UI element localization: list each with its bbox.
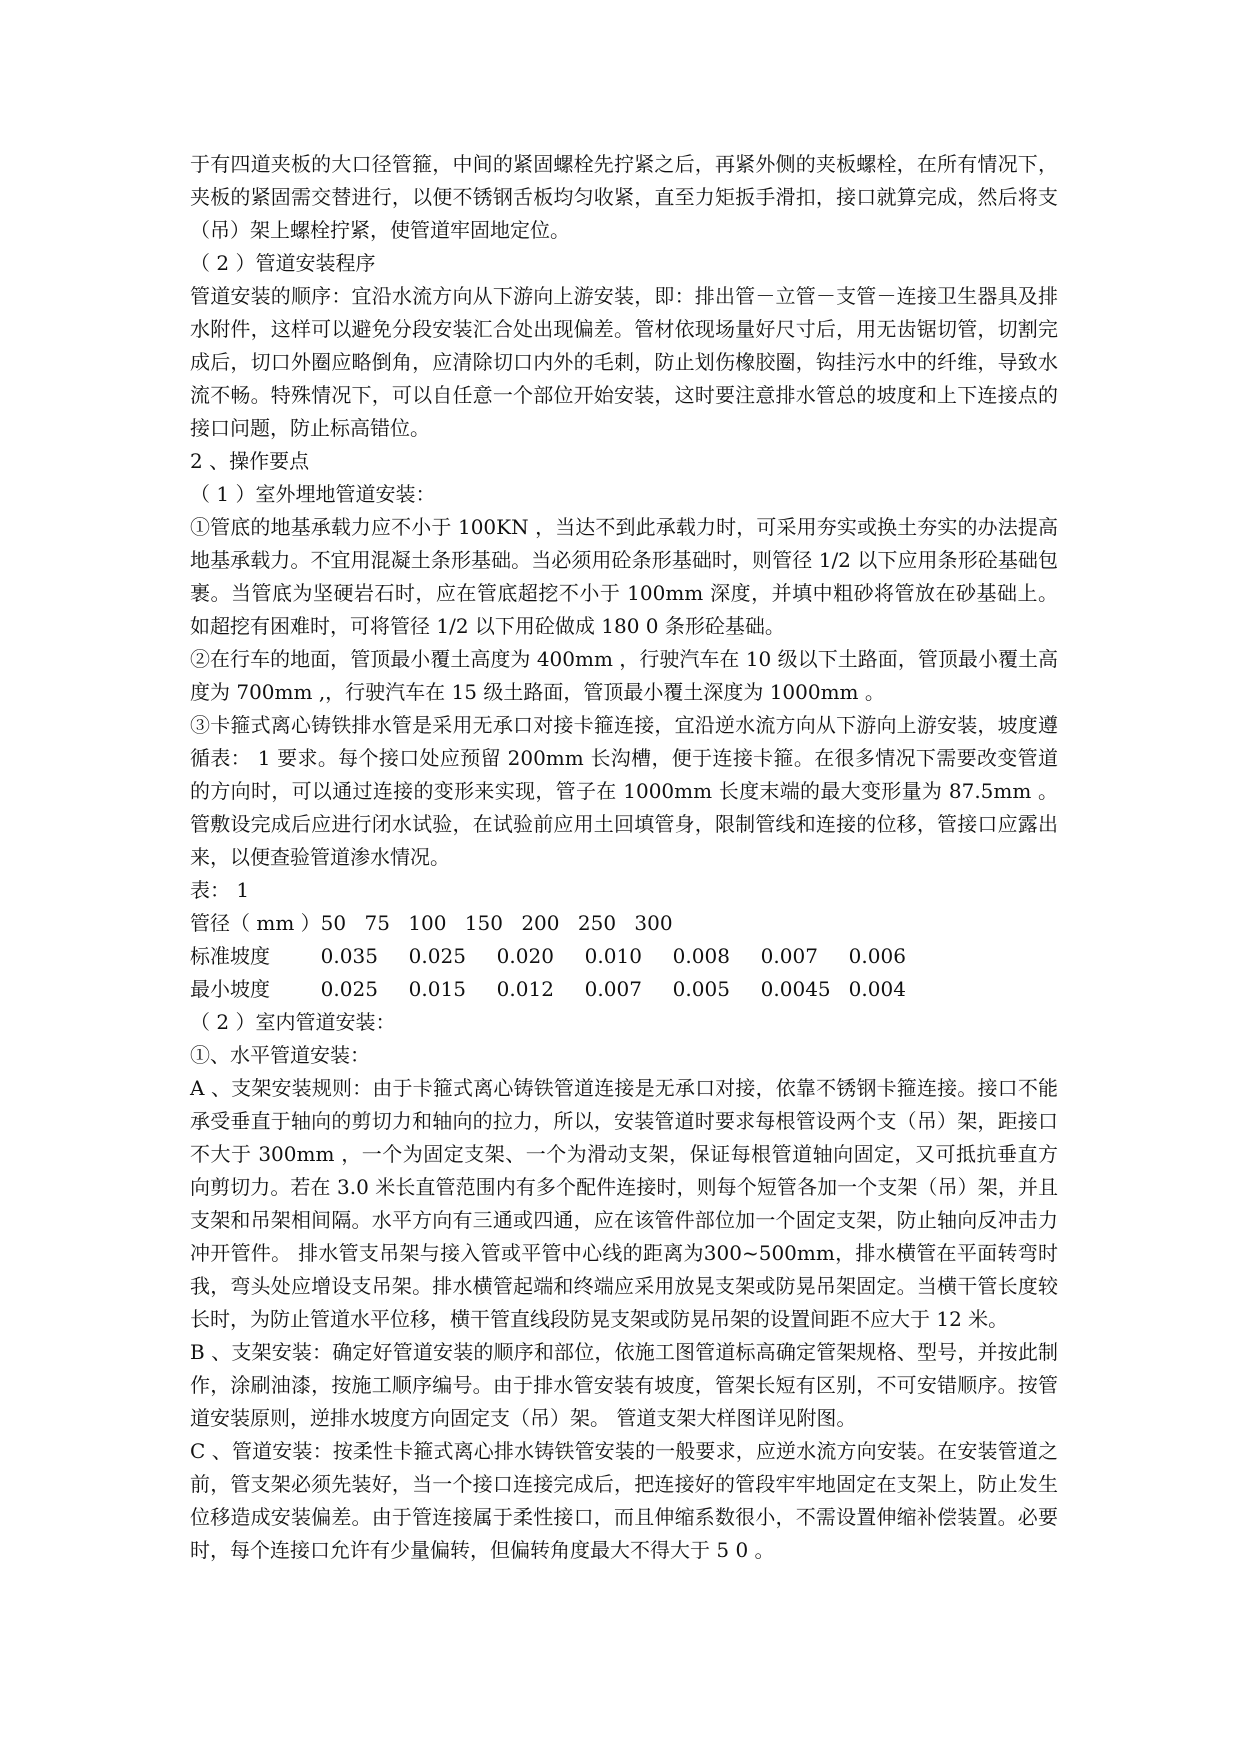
section-heading: （ 2 ）管道安装程序 — [190, 251, 376, 275]
table-cell: 0.020 — [496, 944, 554, 968]
paragraph: B 、支架安装：确定好管道安装的顺序和部位，依施工图管道标高确定管架规格、型号，并按此制作，涂刷油漆，按施工顺序编号。由于排水管安装有坡度，管架长短有区别，不可安错顺序。按管道安装原则，逆排水坡度方向固定支（吊）架。 管道支架大样图详见附图。 — [190, 1340, 1058, 1430]
table-cell: 0.006 — [848, 944, 906, 968]
table-cell: 0.025 — [408, 944, 466, 968]
table-header-values: 50 75 100 150 200 250 300 — [320, 911, 673, 935]
table-cell: 0.035 — [320, 944, 378, 968]
table-cell: 0.004 — [848, 977, 906, 1001]
paragraph: ②在行车的地面，管顶最小覆土高度为 400mm ，行驶汽车在 10 级以下土路面，管顶最小覆土高度为 700mm ,，行驶汽车在 15 级土路面，管顶最小覆土深度为 1000mm 。 — [190, 647, 1058, 704]
table-header-row — [190, 907, 937, 940]
paragraph: ①管底的地基承载力应不小于 100KN ，当达不到此承载力时，可采用夯实或换土夯实的办法提高地基承载力。不宜用混凝土条形基础。当必须用砼条形基础时，则管径 1/2 以下应用条形砼基础包裹。当管底为坚硬岩石时，应在管底超挖不小于 100mm 深度，并填中粗砂将管放在砂基础上。如超挖有困难时，可将管径 1/2 以下用砼做成 180 0 条形砼基础。 — [190, 515, 1058, 638]
table-row-label: 最小坡度 — [190, 977, 270, 1001]
table-cell: 0.015 — [408, 977, 466, 1001]
paragraph: C 、管道安装：按柔性卡箍式离心排水铸铁管安装的一般要求，应逆水流方向安装。在安装管道之前，管支架必须先装好，当一个接口连接完成后，把连接好的管段牢牢地固定在支架上，防止发生位移造成安装偏差。由于管连接属于柔性接口，而且伸缩系数很小，不需设置伸缩补偿装置。必要时，每个连接口允许有少量偏转，但偏转角度最大不得大于 5 0 。 — [190, 1439, 1058, 1562]
table-header-label: 管径（ mm ） — [190, 911, 321, 935]
table-cell: 0.005 — [672, 977, 730, 1001]
section-heading: （ 1 ）室外埋地管道安装： — [190, 482, 436, 506]
slope-table — [190, 907, 937, 1006]
table-cell: 0.007 — [584, 977, 642, 1001]
paragraph: 于有四道夹板的大口径管箍，中间的紧固螺栓先拧紧之后，再紧外侧的夹板螺栓，在所有情况下，夹板的紧固需交替进行，以便不锈钢舌板均匀收紧，直至力矩扳手滑扣，接口就算完成，然后将支（吊）架上螺栓拧紧，使管道牢固地定位。 — [190, 152, 1058, 242]
table-cell: 0.0045 — [760, 977, 831, 1001]
table-row — [190, 940, 937, 973]
paragraph: ③卡箍式离心铸铁排水管是采用无承口对接卡箍连接，宜沿逆水流方向从下游向上游安装，坡度遵循表： 1 要求。每个接口处应预留 200mm 长沟槽，便于连接卡箍。在很多情况下需要改变管道的方向时，可以通过连接的变形来实现，管子在 1000mm 长度末端的最大变形量为 87.5mm 。管敷设完成后应进行闭水试验，在试验前应用土回填管身，限制管线和连接的位移，管接口应露出来，以便查验管道渗水情况。 — [190, 713, 1058, 869]
table-caption: 表： 1 — [190, 878, 250, 902]
table-row — [190, 973, 937, 1006]
document-body — [190, 148, 1058, 1567]
paragraph: A 、支架安装规则：由于卡箍式离心铸铁管道连接是无承口对接，依靠不锈钢卡箍连接。接口不能承受垂直于轴向的剪切力和轴向的拉力，所以，安装管道时要求每根管设两个支（吊）架，距接口不大于 300mm ，一个为固定支架、一个为滑动支架，保证每根管道轴向固定，又可抵抗垂直方向剪切力。若在 3.0 米长直管范围内有多个配件连接时，则每个短管各加一个支架（吊）架，并且支架和吊架相间隔。水平方向有三通或四通，应在该管件部位加一个固定支架，防止轴向反冲击力冲开管件。 排水管支吊架与接入管或平管中心线的距离为300~500mm，排水横管在平面转弯时我，弯头处应增设支吊架。排水横管起端和终端应采用放晃支架或防晃吊架固定。当横干管长度较长时，为防止管道水平位移，横干管直线段防晃支架或防晃吊架的设置间距不应大于 12 米。 — [190, 1076, 1058, 1331]
table-cell: 0.008 — [672, 944, 730, 968]
table-cell: 0.025 — [320, 977, 378, 1001]
section-heading: ①、水平管道安装： — [190, 1043, 370, 1067]
table-cell: 0.007 — [760, 944, 818, 968]
table-cell: 0.012 — [496, 977, 554, 1001]
table-cell: 0.010 — [584, 944, 642, 968]
section-heading: （ 2 ）室内管道安装： — [190, 1010, 396, 1034]
table-row-label: 标准坡度 — [190, 944, 270, 968]
paragraph: 管道安装的顺序：宜沿水流方向从下游向上游安装，即：排出管－立管－支管－连接卫生器具及排水附件，这样可以避免分段安装汇合处出现偏差。管材依现场量好尺寸后，用无齿锯切管，切割完成后，切口外圈应略倒角，应清除切口内外的毛刺，防止划伤橡胶圈，钩挂污水中的纤维，导致水流不畅。特殊情况下，可以自任意一个部位开始安装，这时要注意排水管总的坡度和上下连接点的接口问题，防止标高错位。 — [190, 284, 1058, 440]
section-heading: 2 、操作要点 — [190, 449, 310, 473]
